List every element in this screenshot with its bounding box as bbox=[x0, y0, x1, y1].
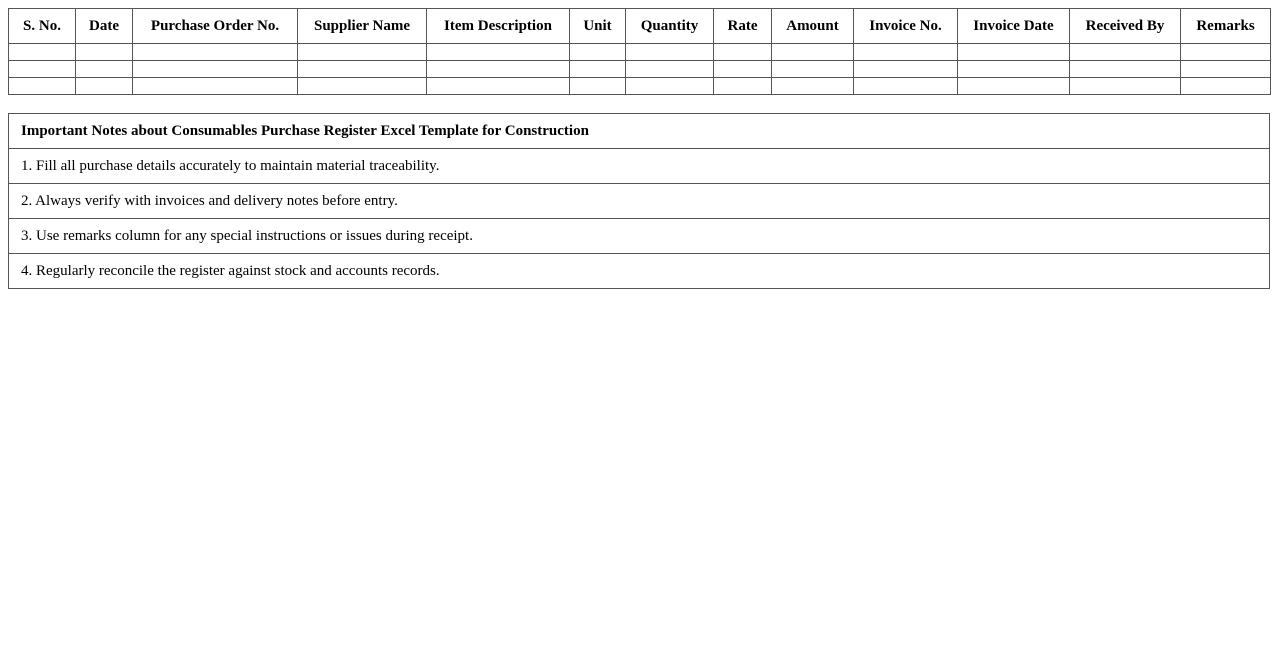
table-cell[interactable] bbox=[76, 61, 133, 78]
important-notes-table bbox=[8, 113, 1270, 289]
note-row bbox=[9, 219, 1270, 254]
table-cell[interactable] bbox=[298, 78, 427, 95]
table-cell[interactable] bbox=[427, 44, 570, 61]
table-cell[interactable] bbox=[1181, 44, 1271, 61]
table-cell[interactable] bbox=[133, 61, 298, 78]
note-row bbox=[9, 184, 1270, 219]
column-header-received-by: Received By bbox=[1070, 9, 1181, 44]
table-cell[interactable] bbox=[76, 78, 133, 95]
table-row bbox=[9, 61, 1271, 78]
table-cell[interactable] bbox=[626, 78, 714, 95]
table-cell[interactable] bbox=[133, 44, 298, 61]
page-content bbox=[8, 8, 1270, 289]
table-cell[interactable] bbox=[570, 78, 626, 95]
note-item: 4. Regularly reconcile the register against stock and accounts records. bbox=[9, 254, 1270, 289]
table-cell[interactable] bbox=[854, 78, 958, 95]
table-cell[interactable] bbox=[626, 61, 714, 78]
table-row bbox=[9, 44, 1271, 61]
column-header-s-no: S. No. bbox=[9, 9, 76, 44]
table-cell[interactable] bbox=[854, 44, 958, 61]
table-cell[interactable] bbox=[1181, 61, 1271, 78]
column-header-supplier-name: Supplier Name bbox=[298, 9, 427, 44]
table-cell[interactable] bbox=[772, 61, 854, 78]
table-cell[interactable] bbox=[854, 61, 958, 78]
notes-title: Important Notes about Consumables Purchase Register Excel Template for Construction bbox=[9, 114, 1270, 149]
table-cell[interactable] bbox=[1070, 44, 1181, 61]
note-item: 3. Use remarks column for any special instructions or issues during receipt. bbox=[9, 219, 1270, 254]
column-header-invoice-date: Invoice Date bbox=[958, 9, 1070, 44]
table-cell[interactable] bbox=[427, 61, 570, 78]
column-header-invoice-no: Invoice No. bbox=[854, 9, 958, 44]
column-header-item-description: Item Description bbox=[427, 9, 570, 44]
column-header-purchase-order-no: Purchase Order No. bbox=[133, 9, 298, 44]
table-cell[interactable] bbox=[1070, 78, 1181, 95]
column-header-amount: Amount bbox=[772, 9, 854, 44]
note-item: 2. Always verify with invoices and delivery notes before entry. bbox=[9, 184, 1270, 219]
note-row bbox=[9, 149, 1270, 184]
table-cell[interactable] bbox=[9, 44, 76, 61]
table-cell[interactable] bbox=[772, 78, 854, 95]
table-cell[interactable] bbox=[570, 44, 626, 61]
table-cell[interactable] bbox=[714, 78, 772, 95]
table-cell[interactable] bbox=[714, 44, 772, 61]
header-row bbox=[9, 9, 1271, 44]
note-item: 1. Fill all purchase details accurately to maintain material traceability. bbox=[9, 149, 1270, 184]
table-cell[interactable] bbox=[1070, 61, 1181, 78]
table-cell[interactable] bbox=[427, 78, 570, 95]
column-header-unit: Unit bbox=[570, 9, 626, 44]
column-header-date: Date bbox=[76, 9, 133, 44]
table-cell[interactable] bbox=[958, 78, 1070, 95]
purchase-register-table bbox=[8, 8, 1271, 95]
table-cell[interactable] bbox=[570, 61, 626, 78]
table-cell[interactable] bbox=[714, 61, 772, 78]
column-header-quantity: Quantity bbox=[626, 9, 714, 44]
note-row bbox=[9, 254, 1270, 289]
table-cell[interactable] bbox=[626, 44, 714, 61]
column-header-remarks: Remarks bbox=[1181, 9, 1271, 44]
table-cell[interactable] bbox=[958, 61, 1070, 78]
table-cell[interactable] bbox=[298, 61, 427, 78]
table-cell[interactable] bbox=[9, 61, 76, 78]
table-cell[interactable] bbox=[9, 78, 76, 95]
table-cell[interactable] bbox=[958, 44, 1070, 61]
table-cell[interactable] bbox=[1181, 78, 1271, 95]
table-cell[interactable] bbox=[772, 44, 854, 61]
notes-title-row bbox=[9, 114, 1270, 149]
table-cell[interactable] bbox=[133, 78, 298, 95]
table-row bbox=[9, 78, 1271, 95]
table-cell[interactable] bbox=[298, 44, 427, 61]
table-cell[interactable] bbox=[76, 44, 133, 61]
column-header-rate: Rate bbox=[714, 9, 772, 44]
